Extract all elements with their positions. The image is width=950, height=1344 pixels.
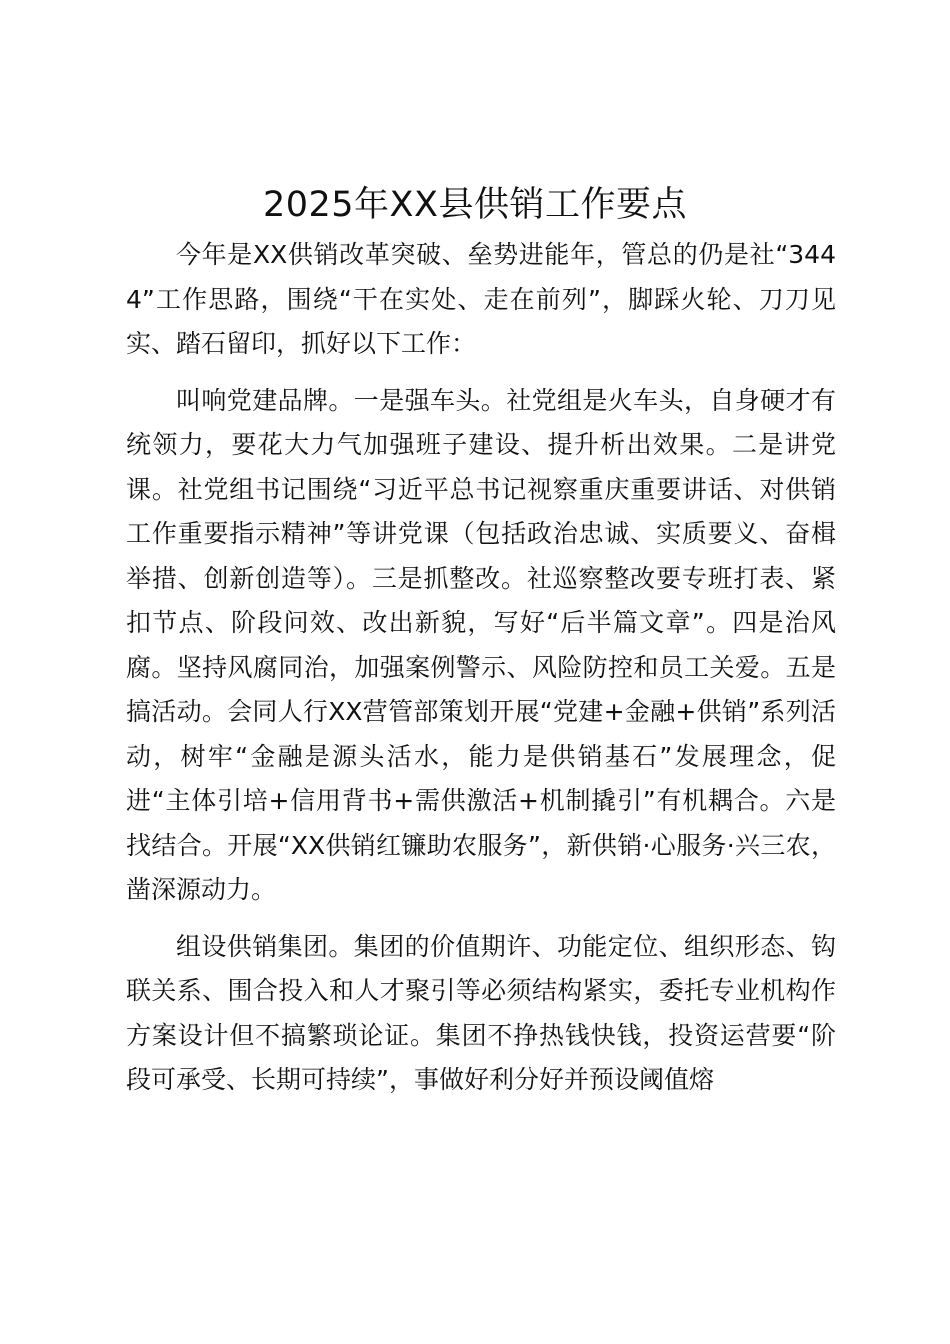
document-body [126,233,836,1115]
paragraph-intro: 今年是XX供销改革突破、垒势进能年，管总的仍是社“3444”工作思路，围绕“干在实处、走在前列”，脚踩火轮、刀刀见实、踏石留印，抓好以下工作： [126,240,836,358]
paragraph-supply-group: 组设供销集团。集团的价值期许、功能定位、组织形态、钩联关系、围合投入和人才聚引等必须结构紧实，委托专业机构作方案设计但不搞繁琐论证。集团不挣热钱快钱，投资运营要“阶段可承受、长期可持续”，事做好利分好并预设阈值熔 [126,931,836,1094]
document-title: 2025年XX县供销工作要点 [262,185,688,225]
paragraph-party-building: 叫响党建品牌。一是强车头。社党组是火车头，自身硬才有统领力，要花大力气加强班子建设、提升析出效果。二是讲党课。社党组书记围绕“习近平总书记视察重庆重要讲话、对供销工作重要指示精神”等讲党课（包括政治忠诚、实质要义、奋楫举措、创新创造等）。三是抓整改。社巡察整改要专班打表、紧扣节点、阶段问效、改出新貌，写好“后半篇文章”。四是治风腐。坚持风腐同治，加强案例警示、风险防控和员工关爱。五是搞活动。会同人行XX营管部策划开展“党建+金融+供销”系列活动，树牢“金融是源头活水，能力是供销基石”发展理念，促进“主体引培+信用背书+需供激活+机制撬引”有机耦合。六是找结合。开展“XX供销红镰助农服务”，新供销·心服务·兴三农，凿深源动力。 [126,385,836,904]
